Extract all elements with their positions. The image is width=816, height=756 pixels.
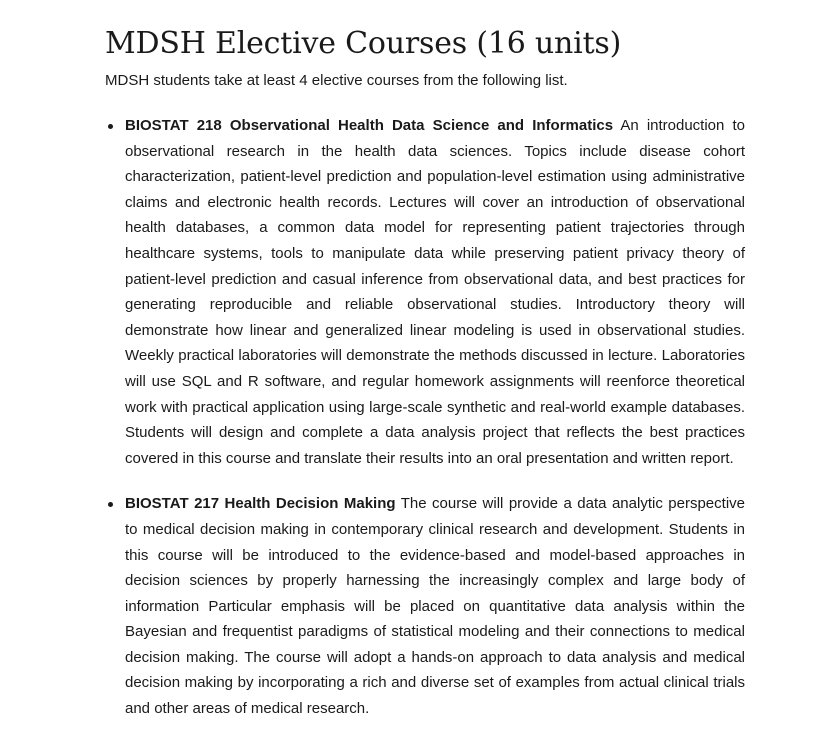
- course-description: The course will provide a data analytic perspective to medical decision making in contemporary clinical research and development. Students in this course will be introduced to the evidence-based and model-based approaches in decision sciences by properly harnessing the increasingly complex and large body of information Particular emphasis will be placed on quantitative data analysis within the Bayesian and frequentist paradigms of statistical modeling and their connections to medical decision making. The course will adopt a hands-on approach to data analysis and medical decision making by incorporating a rich and diverse set of examples from actual clinical trials and other areas of medical research.: [125, 495, 745, 718]
- course-title: BIOSTAT 217 Health Decision Making: [125, 495, 396, 513]
- intro-text: MDSH students take at least 4 elective courses from the following list.: [105, 72, 568, 89]
- course-description: An introduction to observational research in the health data sciences. Topics include disease cohort characterization, patient-level prediction and population-level estimation using administrative claims and electronic health records. Lectures will cover an introduction of observational health databases, a common data model for representing patient trajectories through healthcare systems, tools to manipulate data while preserving patient privacy theory of patient-level prediction and casual inference from observational data, and best practices for generating reproducible and reliable observational studies. Introductory theory will demonstrate how linear and generalized linear modeling is used in observational studies. Weekly practical laboratories will demonstrate the methods discussed in lecture. Laboratories will use SQL and R software, and regular homework assignments will reenforce theoretical work with practical application using large-scale synthetic and real-world example databases. Students will design and complete a data analysis project that reflects the best practices covered in this course and translate their results into an oral presentation and written report.: [125, 117, 745, 467]
- page-content: [105, 22, 745, 722]
- course-title: BIOSTAT 218 Observational Health Data Science and Informatics: [125, 117, 614, 134]
- course-list: [105, 113, 745, 722]
- page-title: MDSH Elective Courses (16 units): [105, 26, 622, 61]
- course-item-biostat-218: [105, 113, 745, 471]
- course-item-biostat-217: [105, 491, 745, 721]
